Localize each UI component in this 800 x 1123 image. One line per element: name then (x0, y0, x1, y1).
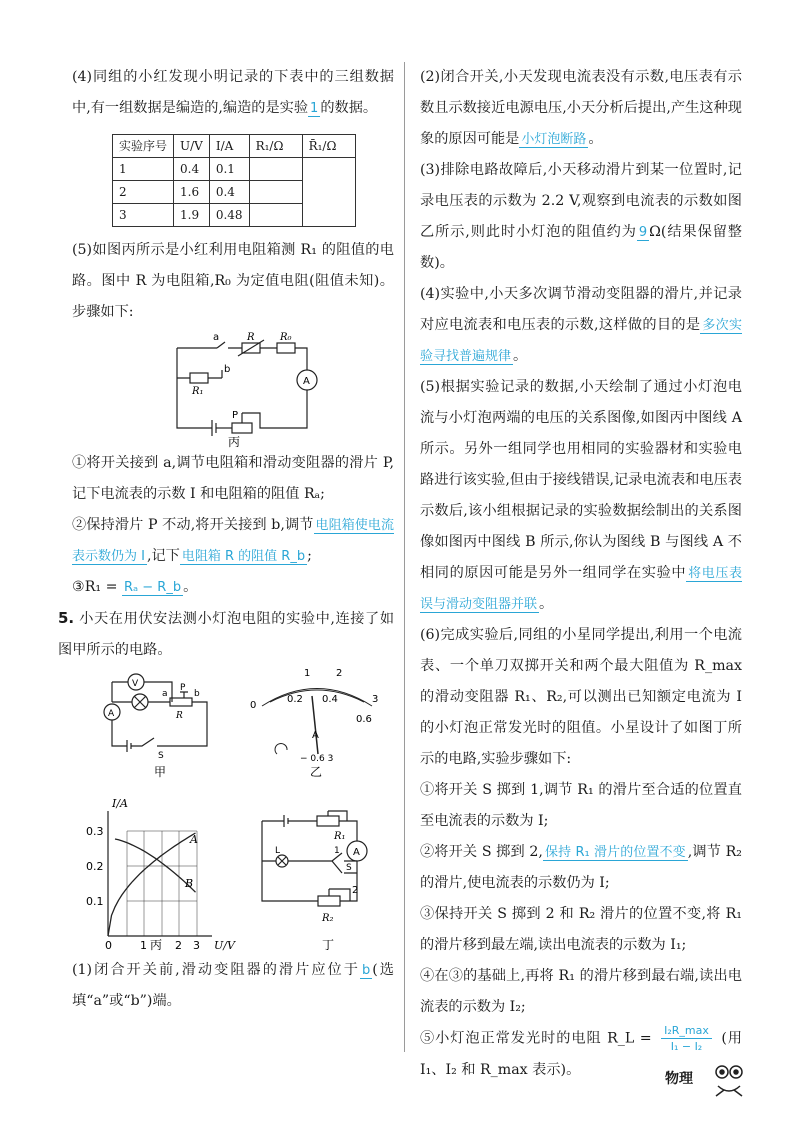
x-tick: 1 (140, 939, 147, 951)
figures-jia-yi (72, 666, 394, 791)
step2-answer-1: 电阻箱使电流表示数仍为 I (72, 518, 394, 564)
step3 (72, 572, 394, 603)
caption-bing2: 丙 (150, 938, 163, 951)
q5-4-text-end: 。 (513, 348, 528, 364)
switch-pos-2: 2 (352, 885, 359, 896)
label-a: a (162, 689, 168, 699)
caption-ding: 丁 (322, 938, 335, 951)
data-table (112, 134, 356, 227)
q5-2 (420, 62, 742, 155)
label-P: P (232, 410, 239, 421)
label-S: S (346, 863, 352, 873)
table-cell: 3 (113, 204, 174, 227)
dial-tick: 0.4 (322, 694, 338, 705)
q5-paragraph (58, 603, 394, 666)
voltmeter-symbol: V (132, 679, 139, 689)
q5-text: 小天在用伏安法测小灯泡电阻的实验中,连接了如图甲所示的电路。 (58, 611, 395, 658)
ammeter-symbol: A (303, 376, 310, 387)
step2-text: ②将开关 S 掷到 2, (420, 844, 543, 860)
q4-text-end: 的数据。 (320, 100, 378, 116)
label-P: P (180, 683, 186, 693)
table-cell: 1.6 (174, 181, 210, 204)
line-B-label: B (185, 877, 194, 890)
q4-answer: 1 (310, 101, 319, 116)
caption-bing: 丙 (228, 435, 241, 448)
q4-text: (4)同组的小红发现小明记录的下表中的三组数据中,有一组数据是编造的,编造的是实验 (72, 69, 394, 116)
table-header: I/A (209, 135, 249, 158)
table-header-row (113, 135, 356, 158)
table-header: R₁/Ω (249, 135, 302, 158)
step3-text-end: 。 (183, 579, 198, 595)
q5-4-text: (4)实验中,小天多次调节滑动变阻器的滑片,并记录对应电流表和电压表的示数,这样做的目的是 (420, 286, 742, 333)
step2-text-mid: ,记下 (146, 548, 180, 564)
q5-5-text-end: 。 (539, 596, 554, 612)
table-cell: 0.48 (209, 204, 249, 227)
q5-1 (72, 955, 394, 1017)
label-R1: R₁ (334, 831, 346, 842)
q5-6-step3: ③保持开关 S 掷到 2 和 R₂ 滑片的位置不变,将 R₁ 的滑片移到最左端,读出电流表的示数为 I₁; (420, 906, 742, 953)
graph-line-A (108, 833, 196, 936)
fraction-denominator: I₁ − I₂ (670, 1040, 703, 1053)
table-cell: 2 (113, 181, 174, 204)
y-tick: 0.1 (86, 895, 104, 908)
right-column (420, 62, 742, 1086)
q5-6-step5-answer (661, 1023, 712, 1054)
y-tick: 0.2 (86, 860, 104, 873)
ammeter-symbol: A (108, 709, 115, 719)
label-S: S (158, 751, 164, 761)
table-cell (249, 181, 302, 204)
caption-yi: 乙 (310, 765, 323, 779)
label-R0: R₀ (280, 332, 292, 343)
iu-graph (86, 797, 236, 951)
table-header: 实验序号 (113, 135, 174, 158)
q5-2-answer: 小灯泡断路 (521, 132, 587, 147)
q5-2-text-end: 。 (588, 131, 603, 147)
label-b: b (224, 364, 231, 375)
step2-text-end: ,调节 R₂ 的滑片,使电流表的示数仍为 I; (420, 844, 742, 891)
x-axis-label: U/V (214, 939, 235, 951)
table-cell (302, 158, 355, 227)
q5-1-text-end: (选填“a”或“b”)端。 (72, 962, 394, 1009)
dial-tick: 0 (250, 700, 257, 711)
table-cell: 0.4 (174, 158, 210, 181)
q5-2-text: (2)闭合开关,小天发现电流表没有示数,电压表有示数且示数接近电源电压,小天分析后提出,产生这种现象的原因可能是 (420, 69, 742, 147)
q5-6-step5 (420, 1023, 742, 1086)
question-number: 5. (58, 609, 75, 627)
q5-6-step2 (420, 837, 742, 899)
dial-tick: 3 (372, 694, 379, 705)
dial-tick: 2 (336, 668, 343, 679)
dial-tick: 0.2 (287, 694, 303, 705)
q5-6-step4: ④在③的基础上,再将 R₁ 的滑片移到最右端,读出电流表的示数为 I₂; (420, 968, 742, 1015)
line-A-label: A (190, 833, 198, 846)
table-header: R̄₁/Ω (302, 135, 355, 158)
q5-5-text: (5)根据实验记录的数据,小天绘制了通过小灯泡电流与小灯泡两端的电压的关系图像,如图丙中图线 A 所示。另外一组同学也用相同的实验器材和实验电路进行该实验,但由于接线错误,记录电流表和电压表示数后,该小组根据记录的实验数据绘制出的关系图像如图丙中图线 B 所示,你认为图线 B 与图线 A 不相同的原因可能是另外一组同学在实验中 (420, 379, 742, 581)
q4-paragraph (72, 62, 394, 124)
q5-1-text: (1)闭合开关前,滑动变阻器的滑片应位于 (72, 962, 360, 978)
q5-6-step2-answer: 保持 R₁ 滑片的位置不变 (544, 845, 686, 860)
step5-text: ⑤小灯泡正常发光时的电阻 R_L = (420, 1030, 652, 1047)
table-cell: 0.4 (209, 181, 249, 204)
label-L: L (275, 846, 281, 856)
step3-text: ③R₁ = (72, 579, 118, 595)
switch-pos-1: 1 (334, 846, 340, 856)
q5-4-answer: 多次实验寻找普遍规律 (420, 318, 742, 364)
dial-tick: 0.6 (356, 714, 372, 725)
left-column (58, 62, 395, 1017)
q5-intro: (5)如图丙所示是小红利用电阻箱测 R₁ 的阻值的电路。图中 R 为电阻箱,R₀ 为定值电阻(阻值未知)。步骤如下: (72, 242, 394, 320)
step3-answer: Rₐ − R_b (124, 580, 182, 595)
q5-5-answer: 将电压表误与滑动变阻器并联 (420, 566, 742, 612)
q5-3 (420, 155, 742, 279)
caption-jia: 甲 (154, 765, 167, 779)
label-R: R (247, 332, 255, 343)
table-row (113, 158, 356, 181)
q5-1-answer: b (361, 963, 371, 978)
fraction-numerator: I₂R_max (661, 1023, 712, 1039)
step1: ①将开关接到 a,调节电阻箱和滑动变阻器的滑片 P,记下电流表的示数 I 和电阻箱的阻值 Rₐ; (72, 455, 394, 502)
table-cell: 0.1 (209, 158, 249, 181)
table-header: U/V (174, 135, 210, 158)
x-tick: 3 (193, 939, 200, 951)
figures-bing-ding (72, 791, 394, 951)
dial-tick: 1 (304, 668, 311, 679)
label-b: b (194, 689, 200, 699)
step2-answer-2: 电阻箱 R 的阻值 R_b (181, 549, 306, 564)
step2-text-end: ; (307, 548, 312, 564)
y-tick: 0.3 (86, 825, 104, 838)
table-cell (249, 158, 302, 181)
dial-unit: A (312, 730, 319, 741)
label-R1: R₁ (192, 386, 204, 397)
label-R: R (176, 711, 183, 721)
table-cell (249, 204, 302, 227)
column-divider (404, 62, 405, 1052)
x-tick: 0 (105, 939, 112, 951)
label-R2: R₂ (322, 913, 334, 924)
dial-terminals: − 0.6 3 (300, 754, 334, 764)
q5-3-answer: 9 (638, 225, 648, 240)
ammeter-symbol: A (353, 847, 360, 858)
q5-6: (6)完成实验后,同组的小星同学提出,利用一个电流表、一个单刀双掷开关和两个最大阻值为 R_max 的滑动变阻器 R₁、R₂,可以测出已知额定电流为 I 的小灯泡正常发光时的阻值。小星设计了如图丁所示的电路,实验步骤如下: (420, 627, 742, 767)
q5-4 (420, 279, 742, 372)
label-a: a (213, 332, 220, 343)
table-cell: 1.9 (174, 204, 210, 227)
step2-text: ②保持滑片 P 不动,将开关接到 b,调节 (72, 517, 314, 533)
q5-3-text-end: Ω(结果保留整数)。 (420, 224, 742, 271)
y-axis-label: I/A (112, 797, 128, 810)
circuit-diagram-bing (72, 328, 394, 448)
footer-subject: 物理 (665, 1071, 693, 1087)
table-cell: 1 (113, 158, 174, 181)
q5-6-step1: ①将开关 S 掷到 1,调节 R₁ 的滑片至合适的位置直至电流表的示数为 I; (420, 782, 742, 829)
x-tick: 2 (175, 939, 182, 951)
step2 (72, 510, 394, 572)
step5-text-end: (用 I₁、I₂ 和 R_max 表示)。 (420, 1030, 742, 1078)
mascot-icon (712, 1062, 746, 1102)
q5-3-text: (3)排除电路故障后,小天移动滑片到某一位置时,记录电压表的示数为 2.2 V,观察到电流表的示数如图乙所示,则此时小灯泡的阻值约为 (420, 162, 742, 240)
q5-5 (420, 372, 742, 620)
